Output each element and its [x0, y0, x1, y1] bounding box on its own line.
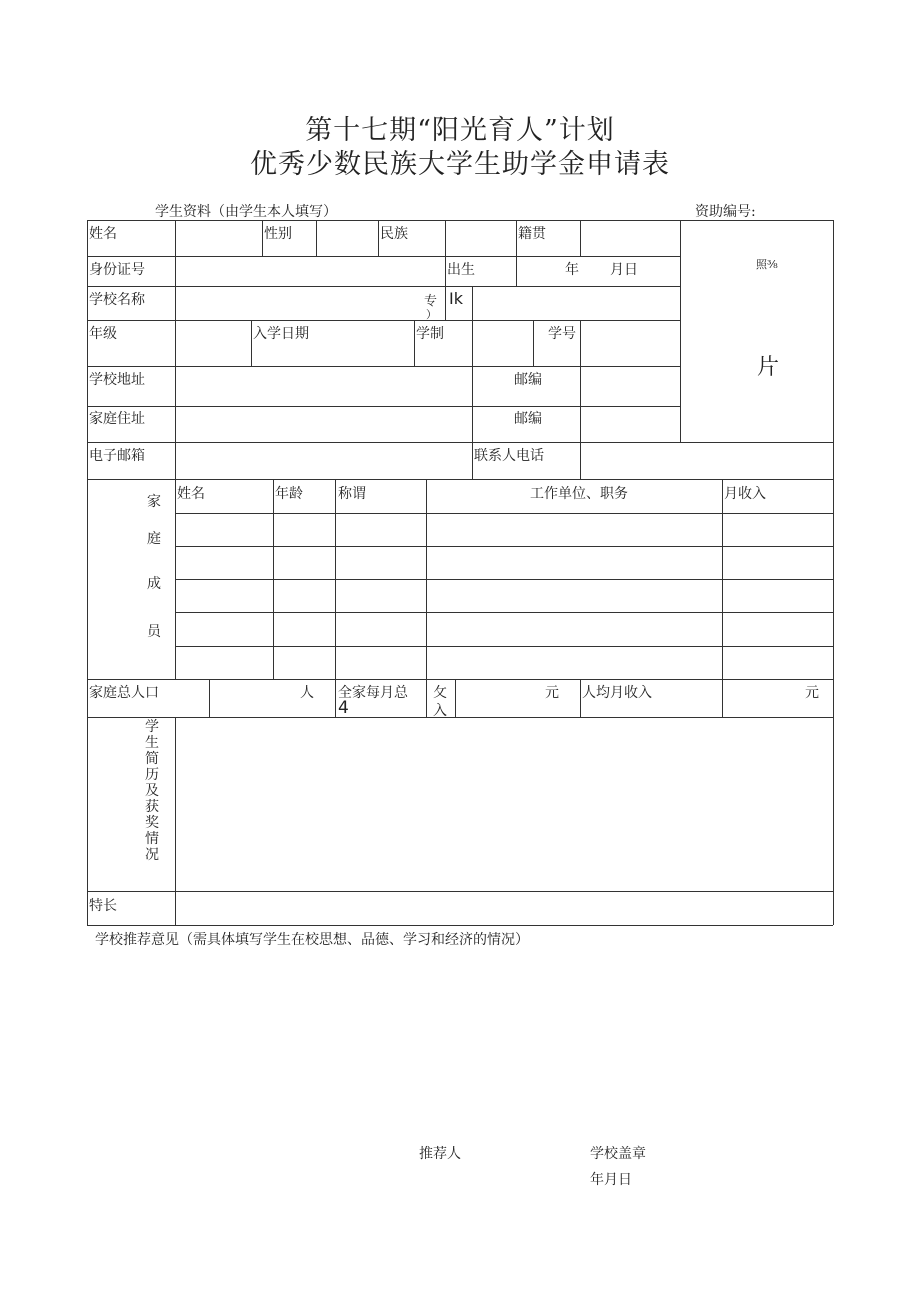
label-resume: 学生简历及获奖情况: [145, 719, 159, 863]
label-id-number: 身份证号: [89, 262, 145, 278]
label-income-b: 入: [433, 703, 447, 719]
title-line-2: 优秀少数民族大学生助学金申请表: [250, 149, 670, 180]
label-recommender: 推荐人: [419, 1146, 461, 1162]
label-birth-month-day: 月日: [610, 262, 638, 278]
label-birth-year: 年: [565, 262, 579, 278]
section-header: 学生资料（由学生本人填写）: [155, 204, 337, 220]
label-major-c: Ik: [449, 289, 463, 308]
label-home-address: 家庭住址: [89, 411, 145, 427]
label-contact-phone: 联系人电话: [474, 448, 544, 464]
label-birth: 出生: [447, 262, 475, 278]
label-student-no: 学号: [548, 326, 576, 342]
label-income-a: 攵: [433, 685, 447, 701]
label-enroll-date: 入学日期: [253, 326, 309, 342]
label-schooling-years: 学制: [416, 326, 444, 342]
label-per-capita: 人均月收入: [582, 685, 652, 701]
family-col-employer: 工作单位、职务: [530, 486, 628, 502]
label-name: 姓名: [89, 226, 117, 242]
label-monthly-total-a: 全家每月总: [338, 685, 408, 701]
label-people-unit: 人: [300, 685, 314, 701]
label-school-seal: 学校盖章: [590, 1146, 646, 1162]
label-school-name: 学校名称: [89, 292, 145, 308]
label-yuan-2: 元: [805, 685, 819, 701]
family-col-income: 月收入: [724, 486, 766, 502]
label-postcode-1: 邮编: [514, 372, 542, 388]
family-col-relation: 称谓: [338, 486, 366, 502]
label-ethnicity: 民族: [380, 226, 408, 242]
label-date: 年月日: [590, 1172, 632, 1188]
family-side-3: 成: [147, 576, 161, 592]
family-side-2: 庭: [147, 531, 161, 547]
funding-number-label: 资助编号:: [695, 204, 756, 220]
label-email: 电子邮箱: [89, 448, 145, 464]
family-col-name: 姓名: [177, 486, 205, 502]
label-recommendation: 学校推荐意见（需具体填写学生在校思想、品德、学习和经济的情况）: [95, 932, 529, 948]
label-speciality: 特长: [89, 898, 117, 914]
label-monthly-total-b: 4: [338, 698, 349, 718]
title-line-1: 第十七期“阳光育人”计划: [305, 115, 615, 146]
photo-label-a: 照⅜: [756, 258, 778, 271]
label-gender: 性别: [264, 226, 292, 242]
label-total-people: 家庭总人口: [89, 685, 159, 701]
label-school-address: 学校地址: [89, 372, 145, 388]
family-side-4: 员: [147, 624, 161, 640]
label-grade: 年级: [89, 326, 117, 342]
label-major-b: ）: [426, 308, 437, 321]
label-native-place: 籍贯: [518, 226, 546, 242]
family-col-age: 年龄: [275, 486, 303, 502]
label-major-a: 专: [424, 294, 438, 309]
photo-label-b: 片: [757, 355, 780, 380]
label-yuan-1: 元: [545, 685, 559, 701]
family-side-1: 家: [147, 494, 161, 510]
label-postcode-2: 邮编: [514, 411, 542, 427]
